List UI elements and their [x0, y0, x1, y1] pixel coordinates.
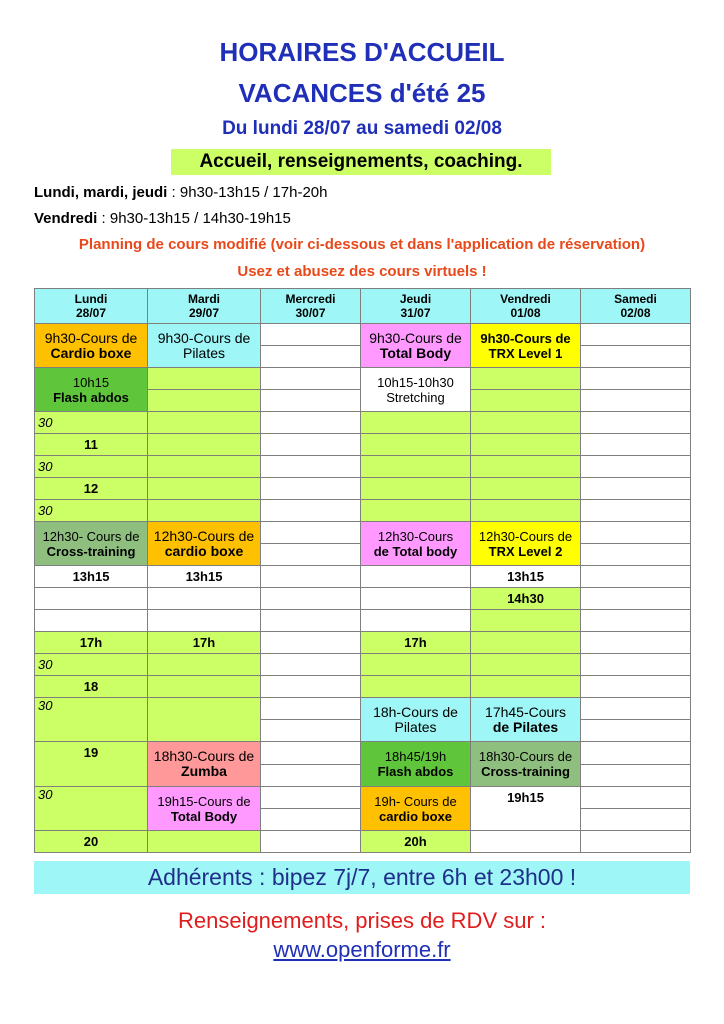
table-row	[35, 588, 691, 610]
hours-line-2	[34, 210, 291, 227]
class-cell: 17h45-Cours de Pilates	[471, 698, 581, 742]
class-cell: 9h30-Cours de TRX Level 1	[471, 324, 581, 368]
time-label: 30	[35, 412, 148, 434]
hours-line-1-value: : 9h30-13h15 / 17h-20h	[167, 184, 328, 201]
class-cell: 10h15 Flash abdos	[35, 368, 148, 412]
open-cell	[471, 632, 581, 654]
table-row	[35, 522, 691, 544]
empty-cell	[581, 809, 691, 831]
empty-cell	[581, 368, 691, 390]
empty-cell	[361, 588, 471, 610]
website-link[interactable]: www.openforme.fr	[273, 937, 451, 962]
time-label: 30	[35, 787, 148, 831]
empty-cell	[581, 654, 691, 676]
class-cell: 12h30-Cours de TRX Level 2	[471, 522, 581, 566]
empty-cell	[261, 456, 361, 478]
class-cell: 18h30-Cours de Cross-training	[471, 742, 581, 787]
time-label: 30	[35, 654, 148, 676]
time-label: 18	[35, 676, 148, 698]
open-cell	[471, 500, 581, 522]
hours-line-2-label: Vendredi	[34, 210, 98, 227]
class-cell: 12h30- Cours de Cross-training	[35, 522, 148, 566]
empty-cell	[581, 720, 691, 742]
empty-cell	[261, 654, 361, 676]
closing-time: 13h15	[148, 566, 261, 588]
page-title: HORAIRES D'ACCUEIL	[219, 37, 505, 67]
open-cell	[471, 676, 581, 698]
opening-time: 17h	[361, 632, 471, 654]
empty-cell	[261, 346, 361, 368]
open-cell	[148, 456, 261, 478]
table-row	[35, 632, 691, 654]
open-cell	[471, 412, 581, 434]
class-cell: 18h45/19h Flash abdos	[361, 742, 471, 787]
table-row	[35, 566, 691, 588]
open-cell	[361, 500, 471, 522]
members-banner: Adhérents : bipez 7j/7, entre 6h et 23h00 !	[34, 861, 690, 894]
empty-cell	[581, 500, 691, 522]
day-header-wednesday: Mercredi 30/07	[261, 289, 361, 324]
open-cell	[471, 434, 581, 456]
opening-time: 17h	[148, 632, 261, 654]
time-label: 12	[35, 478, 148, 500]
open-cell	[361, 676, 471, 698]
table-row	[35, 654, 691, 676]
empty-cell	[581, 831, 691, 853]
open-cell	[361, 456, 471, 478]
class-cell: 9h30-Cours de Cardio boxe	[35, 324, 148, 368]
open-cell	[471, 368, 581, 390]
empty-cell	[148, 588, 261, 610]
table-header-row	[35, 289, 691, 324]
empty-cell	[581, 764, 691, 787]
open-cell	[148, 698, 261, 742]
empty-cell	[581, 324, 691, 346]
time-label: 30	[35, 500, 148, 522]
open-cell	[471, 478, 581, 500]
open-cell	[148, 676, 261, 698]
empty-cell	[581, 478, 691, 500]
class-cell: 9h30-Cours de Total Body	[361, 324, 471, 368]
empty-cell	[261, 588, 361, 610]
open-cell	[148, 831, 261, 853]
day-header-monday: Lundi 28/07	[35, 289, 148, 324]
empty-cell	[261, 698, 361, 720]
open-cell	[148, 654, 261, 676]
class-cell: 12h30-Cours de cardio boxe	[148, 522, 261, 566]
table-row	[35, 831, 691, 853]
empty-cell	[581, 434, 691, 456]
class-cell: 19h15-Cours de Total Body	[148, 787, 261, 831]
empty-cell	[581, 412, 691, 434]
empty-cell	[261, 764, 361, 787]
closing-time: 20	[35, 831, 148, 853]
time-label: 19	[35, 742, 148, 787]
opening-time: 14h30	[471, 588, 581, 610]
table-row	[35, 368, 691, 390]
open-cell	[471, 390, 581, 412]
table-row	[35, 456, 691, 478]
open-cell	[148, 390, 261, 412]
empty-cell	[581, 676, 691, 698]
empty-cell	[581, 566, 691, 588]
empty-cell	[261, 787, 361, 809]
empty-cell	[261, 390, 361, 412]
empty-cell	[35, 610, 148, 632]
open-cell	[148, 412, 261, 434]
table-row	[35, 478, 691, 500]
class-cell: 19h- Cours de cardio boxe	[361, 787, 471, 831]
date-range: Du lundi 28/07 au samedi 02/08	[222, 118, 502, 139]
class-cell: 10h15-10h30 Stretching	[361, 368, 471, 412]
closing-time: 13h15	[35, 566, 148, 588]
empty-cell	[471, 831, 581, 853]
empty-cell	[261, 478, 361, 500]
open-cell	[148, 500, 261, 522]
open-cell	[148, 478, 261, 500]
empty-cell	[581, 544, 691, 566]
empty-cell	[261, 412, 361, 434]
open-cell	[361, 412, 471, 434]
open-cell	[471, 610, 581, 632]
schedule-table	[34, 288, 691, 853]
closing-time: 20h	[361, 831, 471, 853]
empty-cell	[581, 610, 691, 632]
day-header-thursday: Jeudi 31/07	[361, 289, 471, 324]
empty-cell	[261, 809, 361, 831]
empty-cell	[581, 787, 691, 809]
open-cell	[148, 434, 261, 456]
table-row	[35, 698, 691, 720]
table-row	[35, 610, 691, 632]
open-cell	[471, 456, 581, 478]
table-row	[35, 676, 691, 698]
table-row	[35, 787, 691, 809]
empty-cell	[581, 588, 691, 610]
class-cell: 18h30-Cours de Zumba	[148, 742, 261, 787]
notice-virtual-classes: Usez et abusez des cours virtuels !	[237, 263, 487, 280]
empty-cell	[261, 500, 361, 522]
empty-cell	[261, 720, 361, 742]
empty-cell	[361, 610, 471, 632]
table-row	[35, 434, 691, 456]
empty-cell	[581, 390, 691, 412]
page-subtitle: VACANCES d'été 25	[238, 78, 486, 108]
empty-cell	[35, 588, 148, 610]
empty-cell	[261, 632, 361, 654]
empty-cell	[261, 368, 361, 390]
notice-schedule-modified: Planning de cours modifié (voir ci-dessous et dans l'application de réservation)	[78, 236, 646, 253]
empty-cell	[581, 632, 691, 654]
empty-cell	[581, 698, 691, 720]
open-cell	[361, 654, 471, 676]
empty-cell	[148, 610, 261, 632]
day-header-saturday: Samedi 02/08	[581, 289, 691, 324]
empty-cell	[261, 610, 361, 632]
table-row	[35, 500, 691, 522]
class-cell: 9h30-Cours de Pilates	[148, 324, 261, 368]
hours-line-1-label: Lundi, mardi, jeudi	[34, 184, 168, 201]
time-label: 11	[35, 434, 148, 456]
empty-cell	[261, 566, 361, 588]
time-label: 30	[35, 456, 148, 478]
empty-cell	[581, 456, 691, 478]
closing-time: 13h15	[471, 566, 581, 588]
empty-cell	[261, 434, 361, 456]
empty-cell	[261, 544, 361, 566]
empty-cell	[261, 522, 361, 544]
empty-cell	[261, 324, 361, 346]
time-label: 30	[35, 698, 148, 742]
day-header-tuesday: Mardi 29/07	[148, 289, 261, 324]
class-cell: 18h-Cours de Pilates	[361, 698, 471, 742]
closing-time: 19h15	[471, 787, 581, 831]
table-row	[35, 742, 691, 765]
opening-time: 17h	[35, 632, 148, 654]
empty-cell	[581, 742, 691, 765]
open-cell	[361, 434, 471, 456]
open-cell	[361, 478, 471, 500]
empty-cell	[261, 676, 361, 698]
open-cell	[148, 368, 261, 390]
class-cell: 12h30-Cours de Total body	[361, 522, 471, 566]
empty-cell	[261, 742, 361, 765]
empty-cell	[361, 566, 471, 588]
hours-line-1	[34, 184, 327, 201]
info-text: Renseignements, prises de RDV sur :	[177, 908, 547, 933]
hours-line-2-value: : 9h30-13h15 / 14h30-19h15	[97, 210, 291, 227]
open-cell	[471, 654, 581, 676]
day-header-friday: Vendredi 01/08	[471, 289, 581, 324]
table-row	[35, 324, 691, 346]
empty-cell	[581, 346, 691, 368]
empty-cell	[581, 522, 691, 544]
table-row	[35, 412, 691, 434]
empty-cell	[261, 831, 361, 853]
services-highlight: Accueil, renseignements, coaching.	[171, 149, 551, 175]
